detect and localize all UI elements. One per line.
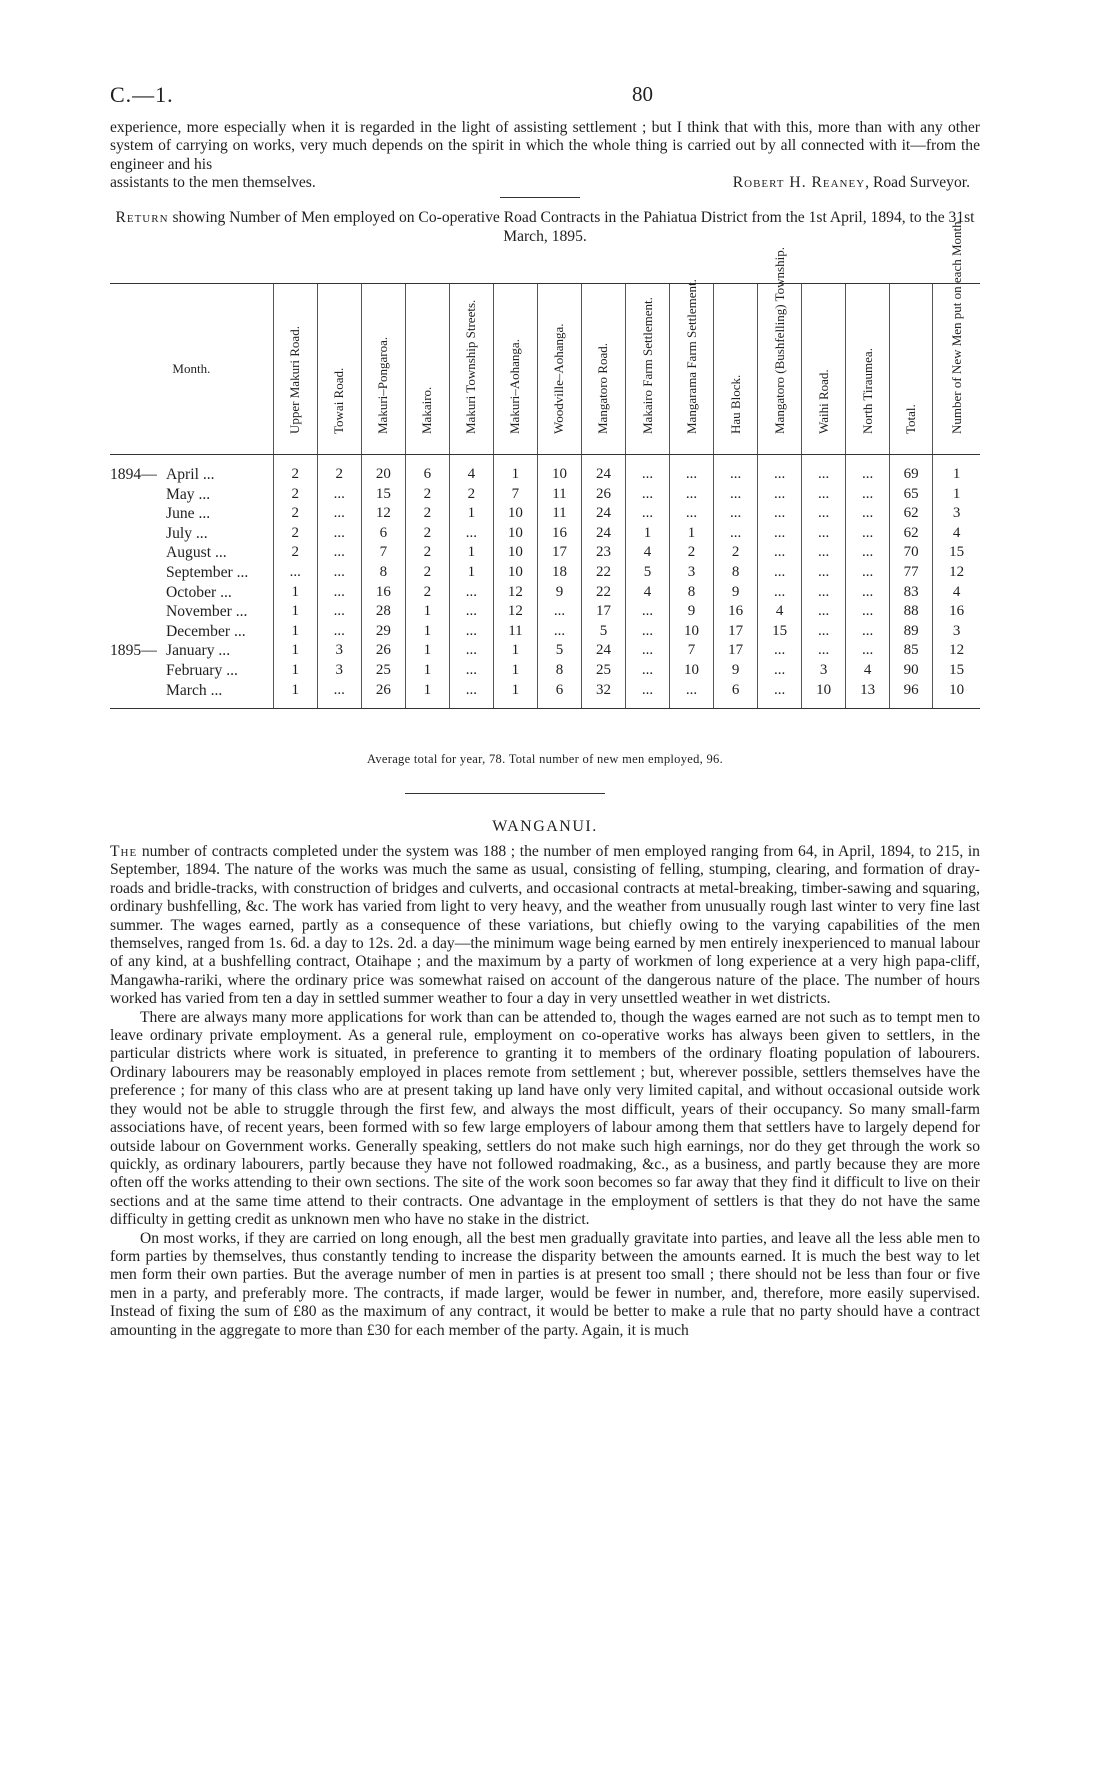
table-cell: 15 xyxy=(933,543,980,563)
column-header xyxy=(317,284,361,455)
column-header-label: Total. xyxy=(903,404,919,434)
table-cell: 3 xyxy=(933,622,980,642)
table-cell: 15 xyxy=(758,622,802,642)
table-cell: ... xyxy=(670,504,714,524)
table-row xyxy=(110,661,980,681)
table-cell: ... xyxy=(714,455,758,485)
column-header xyxy=(933,218,980,455)
table-cell: 20 xyxy=(361,455,405,485)
table-cell: 1 xyxy=(493,455,537,485)
table-cell: 1 xyxy=(449,563,493,583)
column-header xyxy=(890,284,933,455)
table-cell: ... xyxy=(802,622,846,642)
column-header xyxy=(714,284,758,455)
month-label: February ... xyxy=(166,661,238,679)
table-cell: 25 xyxy=(581,661,625,681)
table-cell: 26 xyxy=(361,641,405,661)
column-header-label: Makuri–Aohanga. xyxy=(507,339,523,434)
table-row xyxy=(110,681,980,709)
table-row xyxy=(110,622,980,642)
table-cell: ... xyxy=(670,681,714,709)
table-cell: 13 xyxy=(846,681,890,709)
table-cell: 32 xyxy=(581,681,625,709)
month-cell xyxy=(110,681,273,709)
table-cell: 5 xyxy=(626,563,670,583)
intro-paragraph xyxy=(110,119,980,193)
table-cell: 29 xyxy=(361,622,405,642)
table-cell: 9 xyxy=(714,661,758,681)
table-cell: ... xyxy=(846,543,890,563)
wanganui-paragraph-3: On most works, if they are carried on long enough, all the best men gradually gravitate into parties, and leave all the less able men to form parties by themselves, thus constantly tending to increase the disparity between the amounts earned. It is much the best way to let men form their own parties. But the average number of men in parties is at present too small ; there should not be less than four or five men in a party, and preferably more. The contracts, if made larger, would be fewer in number, and, therefore, more easily supervised. Instead of fixing the sum of £80 as the maximum of any contract, it would be better to make a rule that no party should have a contract amounting in the aggregate to more than £30 for each member of the party. Again, it is much xyxy=(110,1229,980,1339)
table-cell: ... xyxy=(449,524,493,544)
table-cell: 1 xyxy=(405,622,449,642)
month-label: January ... xyxy=(166,642,231,660)
table-cell: ... xyxy=(317,563,361,583)
table-cell: 1 xyxy=(405,661,449,681)
table-cell: 16 xyxy=(933,602,980,622)
table-cell: 4 xyxy=(933,583,980,603)
table-cell: 2 xyxy=(670,543,714,563)
table-cell: 10 xyxy=(670,661,714,681)
month-label: October ... xyxy=(166,583,232,601)
return-title-lead: Return xyxy=(115,209,169,226)
table-cell: 17 xyxy=(581,602,625,622)
table-cell: 16 xyxy=(537,524,581,544)
table-cell: 4 xyxy=(933,524,980,544)
table-cell: ... xyxy=(758,543,802,563)
month-cell xyxy=(110,622,273,642)
signature-title: , Road Surveyor. xyxy=(865,174,970,192)
table-cell: 1 xyxy=(405,602,449,622)
table-cell: ... xyxy=(449,641,493,661)
table-cell: ... xyxy=(802,641,846,661)
month-cell xyxy=(110,524,273,544)
table-cell: 1 xyxy=(449,504,493,524)
table-cell: 10 xyxy=(493,504,537,524)
month-cell xyxy=(110,563,273,583)
divider-section xyxy=(405,793,605,794)
table-cell: ... xyxy=(846,622,890,642)
table-cell: 8 xyxy=(361,563,405,583)
intro-text xyxy=(110,119,980,193)
table-cell: ... xyxy=(537,602,581,622)
column-header xyxy=(449,284,493,455)
column-header-label: Towai Road. xyxy=(331,367,347,434)
table-cell: 24 xyxy=(581,641,625,661)
table-cell: ... xyxy=(317,485,361,505)
table-cell: ... xyxy=(802,455,846,485)
table-cell: 1 xyxy=(449,543,493,563)
table-cell: 6 xyxy=(537,681,581,709)
table-cell: ... xyxy=(317,583,361,603)
table-cell: ... xyxy=(449,661,493,681)
column-header xyxy=(758,247,802,455)
month-label: April ... xyxy=(166,466,215,483)
table-cell: 1 xyxy=(493,641,537,661)
table-cell: 18 xyxy=(537,563,581,583)
table-cell: ... xyxy=(802,543,846,563)
column-header-label: Mangatoro Road. xyxy=(595,343,611,434)
table-cell: 9 xyxy=(670,602,714,622)
table-cell: ... xyxy=(758,681,802,709)
table-cell: ... xyxy=(846,583,890,603)
table-cell: 7 xyxy=(493,485,537,505)
table-cell: ... xyxy=(846,485,890,505)
month-label: May ... xyxy=(166,485,211,503)
table-cell: 10 xyxy=(493,524,537,544)
table-cell: 1 xyxy=(493,661,537,681)
table-cell: ... xyxy=(317,622,361,642)
table-cell: 15 xyxy=(933,661,980,681)
section-heading-wanganui: WANGANUI. xyxy=(492,818,598,835)
month-label: August ... xyxy=(166,544,227,562)
table-cell: 2 xyxy=(273,524,317,544)
table-cell: 1 xyxy=(273,661,317,681)
table-cell: 3 xyxy=(317,661,361,681)
column-header-label: Makuri Township Streets. xyxy=(463,299,479,434)
table-row xyxy=(110,543,980,563)
table-cell: 3 xyxy=(802,661,846,681)
column-header xyxy=(846,284,890,455)
table-cell: ... xyxy=(846,524,890,544)
table-cell: ... xyxy=(449,681,493,709)
table-cell: 3 xyxy=(317,641,361,661)
table-cell: 1 xyxy=(273,583,317,603)
column-header-label: North Tiraumea. xyxy=(859,348,875,434)
table-cell: 89 xyxy=(890,622,933,642)
page-number: 80 xyxy=(632,82,653,106)
table-cell: 12 xyxy=(493,602,537,622)
column-header-label: Hau Block. xyxy=(727,374,743,434)
table-cell: 2 xyxy=(405,563,449,583)
table-cell: ... xyxy=(802,485,846,505)
table-cell: 4 xyxy=(626,543,670,563)
year-label: 1894— xyxy=(110,466,157,483)
table-cell: ... xyxy=(626,455,670,485)
signature-name: Robert H. Reaney xyxy=(732,174,866,192)
table-cell: ... xyxy=(714,524,758,544)
table-cell: 24 xyxy=(581,524,625,544)
intro-last-line-text: assistants to the men themselves. xyxy=(110,174,316,192)
table-cell: 69 xyxy=(890,455,933,485)
table-cell: 7 xyxy=(670,641,714,661)
table-cell: ... xyxy=(714,485,758,505)
table-cell: 5 xyxy=(581,622,625,642)
table-cell: 16 xyxy=(361,583,405,603)
table-cell: 8 xyxy=(537,661,581,681)
table-cell: 1 xyxy=(405,641,449,661)
table-cell: ... xyxy=(317,543,361,563)
table-cell: 2 xyxy=(273,455,317,485)
page-header xyxy=(110,82,980,112)
table-cell: ... xyxy=(758,641,802,661)
table-cell: 9 xyxy=(714,583,758,603)
table-cell: 1 xyxy=(670,524,714,544)
table-cell: 4 xyxy=(449,455,493,485)
table-cell: 11 xyxy=(537,504,581,524)
table-cell: 1 xyxy=(933,455,980,485)
table-cell: ... xyxy=(758,583,802,603)
month-label: July ... xyxy=(166,524,208,542)
table-cell: ... xyxy=(626,661,670,681)
table-cell: 2 xyxy=(273,504,317,524)
table-cell: ... xyxy=(670,455,714,485)
table-cell: ... xyxy=(758,563,802,583)
table-cell: 62 xyxy=(890,524,933,544)
month-cell xyxy=(110,661,273,681)
column-header-label: Makuri–Pongaroa. xyxy=(375,336,391,434)
table-cell: 2 xyxy=(405,583,449,603)
table-cell: 9 xyxy=(537,583,581,603)
return-title xyxy=(110,208,980,246)
column-header-label: Number of New Men put on each Month. xyxy=(948,218,964,434)
surveyor-signature xyxy=(733,174,970,192)
table-cell: 90 xyxy=(890,661,933,681)
table-cell: 22 xyxy=(581,563,625,583)
table-cell: 1 xyxy=(273,641,317,661)
month-cell xyxy=(110,543,273,563)
month-label: November ... xyxy=(166,603,248,621)
table-cell: 12 xyxy=(933,641,980,661)
table-row xyxy=(110,602,980,622)
table-cell: 17 xyxy=(714,641,758,661)
table-cell: 26 xyxy=(581,485,625,505)
table-cell: 3 xyxy=(670,563,714,583)
intro-last-line xyxy=(110,174,980,192)
table-cell: 2 xyxy=(714,543,758,563)
table-cell: ... xyxy=(626,641,670,661)
column-header-label: Mangarama Farm Settlement. xyxy=(683,279,699,434)
month-label: December ... xyxy=(166,622,246,640)
table-cell: ... xyxy=(714,504,758,524)
wanganui-paragraph-2: There are always many more applications for work than can be attended to, though the wages earned are not such as to tempt men to leave ordinary private employment. As a general rule, employment on co-operative works has always been given to settlers, in the particular districts where work is situated, in preference to granting it to members of the ordinary floating population of labourers. Ordinary labourers may be reasonably employed in places remote from settlement ; but, wherever possible, settlers themselves have the preference ; for many of this class who are at present taking up land have only very limited capital, and without occasional outside work they would not be able to struggle through the first few, and always the most difficult, years of their occupancy. So many small-farm associations have, of recent years, been formed with so few large employers of labour among them that settlers have to largely depend for outside labour on Government works. Generally speaking, settlers do not make such high earnings, nor do they get through the work so quickly, as ordinary labourers, partly because they have not followed roadmaking, &c., as a business, and partly because they are more often off the works attending to their own sections. The site of the work soon becomes so far away that they find it difficult to live on their sections and at the same time attend to their contracts. One advantage in the employment of settlers is that they do not have the same difficulty in getting credit as unknown men who have no stake in the district. xyxy=(110,1008,980,1229)
table-cell: 88 xyxy=(890,602,933,622)
table-cell: ... xyxy=(802,563,846,583)
table-cell: 2 xyxy=(449,485,493,505)
table-cell: ... xyxy=(449,602,493,622)
table-cell: 12 xyxy=(361,504,405,524)
table-cell: 10 xyxy=(493,563,537,583)
table-cell: 23 xyxy=(581,543,625,563)
table-cell: ... xyxy=(449,583,493,603)
table-cell: ... xyxy=(802,602,846,622)
table-cell: ... xyxy=(317,524,361,544)
table-cell: 10 xyxy=(933,681,980,709)
column-header xyxy=(405,284,449,455)
table-cell: ... xyxy=(317,681,361,709)
column-header xyxy=(537,284,581,455)
table-cell: ... xyxy=(626,485,670,505)
table-cell: ... xyxy=(758,524,802,544)
table-cell: ... xyxy=(626,622,670,642)
table-cell: 83 xyxy=(890,583,933,603)
table-cell: 11 xyxy=(537,485,581,505)
table-cell: ... xyxy=(802,504,846,524)
document-reference: C.—1. xyxy=(110,82,174,107)
table-cell: 1 xyxy=(626,524,670,544)
table-cell: 17 xyxy=(714,622,758,642)
column-header-label: Makairo. xyxy=(419,386,435,434)
return-title-text: showing Number of Men employed on Co-operative Road Contracts in the Pahiatua District from the 1st April, 1894, to the 31st March, 1895. xyxy=(172,209,975,245)
month-label: June ... xyxy=(166,505,211,523)
column-header-label: Upper Makuri Road. xyxy=(287,326,303,434)
month-cell xyxy=(110,583,273,603)
table-cell: 26 xyxy=(361,681,405,709)
wanganui-paragraph-1-text: number of contracts completed under the system was 188 ; the number of men employed ranging from 64, in April, 1894, to 215, in September, 1894. The nature of the works was much the same as usual, consisting of felling, stumping, clearing, and formation of dray-roads and bridle-tracks, with construction of bridges and culverts, and occasional contracts at metal-breaking, timber-sawing and squaring, ordinary bushfelling, &c. The work has varied from light to very heavy, and the weather from unusually rough last winter to very fine last summer. The wages earned, partly as a consequence of these variations, but chiefly owing to the varying capabilities of the men themselves, ranged from 1s. 6d. a day to 12s. 2d. a day—the minimum wage being earned by men entirely inexperienced to manual labour of any kind, at a bushfelling contract, Otaihape ; and the maximum by a party of workmen of long experience at a very high papa-cliff, Mangawha-rariki, where the ordinary price was somewhat raised on account of the dangerous nature of the place. The number of hours worked has varied from ten a day in settled summer weather to four a day in very unsettled weather in wet districts. xyxy=(110,843,980,1008)
table-cell: 2 xyxy=(405,485,449,505)
table-cell: 7 xyxy=(361,543,405,563)
table-cell: 62 xyxy=(890,504,933,524)
table-cell: 2 xyxy=(405,504,449,524)
table-row xyxy=(110,455,980,485)
table-cell: ... xyxy=(626,602,670,622)
table-cell: ... xyxy=(670,485,714,505)
table-cell: 6 xyxy=(714,681,758,709)
column-header-label: Makairo Farm Settlement. xyxy=(639,297,655,434)
table-cell: 10 xyxy=(802,681,846,709)
table-cell: ... xyxy=(626,681,670,709)
table-cell: 12 xyxy=(493,583,537,603)
table-cell: ... xyxy=(846,602,890,622)
table-cell: ... xyxy=(802,524,846,544)
table-cell: 2 xyxy=(405,524,449,544)
table-cell: 4 xyxy=(758,602,802,622)
month-label: March ... xyxy=(166,681,223,699)
table-cell: 16 xyxy=(714,602,758,622)
table-cell: 1 xyxy=(273,622,317,642)
column-header xyxy=(361,284,405,455)
table-cell: 1 xyxy=(405,681,449,709)
table-cell: ... xyxy=(758,455,802,485)
table-cell: 24 xyxy=(581,455,625,485)
table-cell: 4 xyxy=(846,661,890,681)
table-cell: 25 xyxy=(361,661,405,681)
month-cell xyxy=(110,602,273,622)
table-row xyxy=(110,485,980,505)
table-cell: 28 xyxy=(361,602,405,622)
table-cell: 4 xyxy=(626,583,670,603)
table-cell: 17 xyxy=(537,543,581,563)
table-cell: 12 xyxy=(933,563,980,583)
table-cell: 5 xyxy=(537,641,581,661)
column-header xyxy=(670,279,714,455)
table-cell: 77 xyxy=(890,563,933,583)
table-cell: ... xyxy=(802,583,846,603)
table-cell: 1 xyxy=(273,602,317,622)
table-cell: ... xyxy=(626,504,670,524)
table-cell: ... xyxy=(317,602,361,622)
month-cell xyxy=(110,641,273,661)
wanganui-body xyxy=(110,843,980,1340)
table-header-row xyxy=(110,284,980,455)
table-cell: 22 xyxy=(581,583,625,603)
table-cell: 2 xyxy=(273,485,317,505)
table-cell: 1 xyxy=(493,681,537,709)
table-cell: 15 xyxy=(361,485,405,505)
table-cell: ... xyxy=(758,504,802,524)
table-cell: 1 xyxy=(933,485,980,505)
table-cell: ... xyxy=(537,622,581,642)
table-cell: 8 xyxy=(714,563,758,583)
table-cell: 3 xyxy=(933,504,980,524)
table-cell: 6 xyxy=(361,524,405,544)
column-header xyxy=(493,284,537,455)
table-cell: 24 xyxy=(581,504,625,524)
table-cell: 2 xyxy=(273,543,317,563)
paragraph-lead-word: The xyxy=(110,843,138,860)
table-body xyxy=(110,455,980,709)
table-cell: 96 xyxy=(890,681,933,709)
column-header-label: Mangatoro (Bushfelling) Township. xyxy=(771,247,787,434)
intro-body: experience, more especially when it is regarded in the light of assisting settlement ; but I think that with this, more than with any other system of carrying on works, very much depends on the spirit in which the whole thing is carried out by all connected with it—from the engineer and his xyxy=(110,119,980,173)
column-header xyxy=(626,284,670,455)
table-cell: ... xyxy=(846,455,890,485)
table-cell: 65 xyxy=(890,485,933,505)
table-cell: 10 xyxy=(670,622,714,642)
month-label: September ... xyxy=(166,563,249,581)
column-header-label: Woodville–Aohanga. xyxy=(551,323,567,434)
column-header xyxy=(273,284,317,455)
month-cell xyxy=(110,504,273,524)
table-cell: ... xyxy=(846,563,890,583)
table-row xyxy=(110,524,980,544)
month-cell xyxy=(110,485,273,505)
table-cell: ... xyxy=(758,485,802,505)
divider-short xyxy=(500,197,580,198)
year-label: 1895— xyxy=(110,642,157,660)
table-cell: ... xyxy=(758,661,802,681)
column-header-label: Waihi Road. xyxy=(815,369,831,434)
table-row xyxy=(110,641,980,661)
table-cell: 1 xyxy=(273,681,317,709)
table-cell: ... xyxy=(846,504,890,524)
column-header-month: Month. xyxy=(110,284,273,455)
column-header xyxy=(581,284,625,455)
wanganui-paragraph-1 xyxy=(110,843,980,1009)
table-cell: 85 xyxy=(890,641,933,661)
table-cell: 10 xyxy=(493,543,537,563)
table-cell: ... xyxy=(273,563,317,583)
table-cell: 2 xyxy=(317,455,361,485)
table-row xyxy=(110,583,980,603)
table-cell: 70 xyxy=(890,543,933,563)
table-row xyxy=(110,504,980,524)
table-cell: 8 xyxy=(670,583,714,603)
table-cell: ... xyxy=(449,622,493,642)
table-cell: ... xyxy=(846,641,890,661)
table-cell: 6 xyxy=(405,455,449,485)
table-cell: ... xyxy=(317,504,361,524)
month-cell xyxy=(110,455,273,485)
table-row xyxy=(110,563,980,583)
table-cell: 10 xyxy=(537,455,581,485)
table-cell: 11 xyxy=(493,622,537,642)
column-header xyxy=(802,284,846,455)
return-summary: Average total for year, 78. Total number of new men employed, 96. xyxy=(366,752,724,766)
table-cell: 2 xyxy=(405,543,449,563)
